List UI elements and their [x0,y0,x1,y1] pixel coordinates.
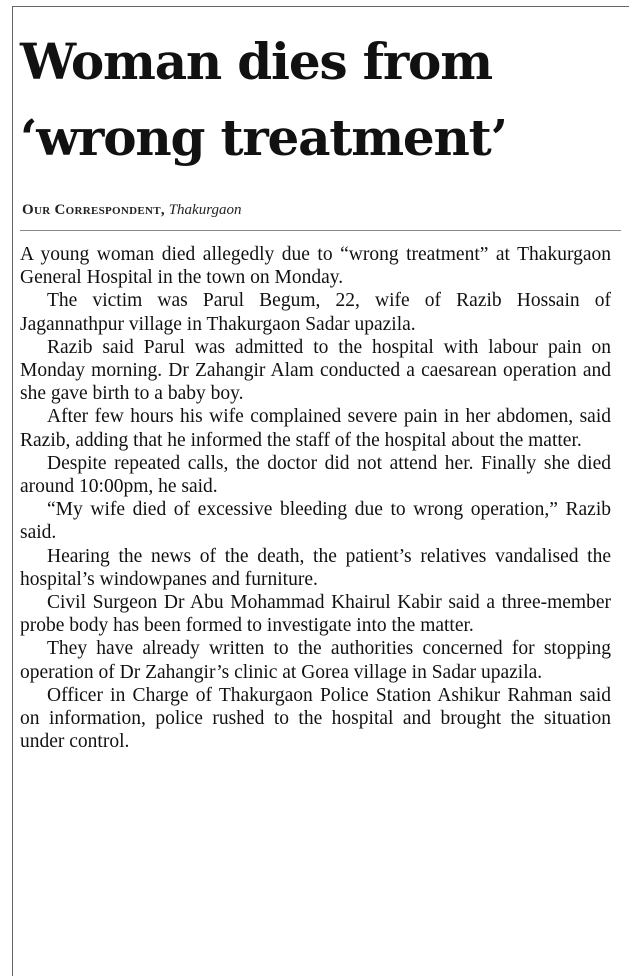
article-paragraph: Despite repeated calls, the doctor did not attend her. Finally she died around 10:00pm, he said. [20,452,611,498]
article-body [20,243,611,753]
article-paragraph: A young woman died allegedly due to “wrong treatment” at Thakurgaon General Hospital in the town on Monday. [20,244,611,289]
article-paragraph: Razib said Parul was admitted to the hospital with labour pain on Monday morning. Dr Zahangir Alam conducted a caesarean operation and she gave birth to a baby boy. [20,336,611,405]
article-paragraph: “My wife died of excessive bleeding due to wrong operation,” Razib said. [20,499,611,544]
headline-line-1: Woman dies from [20,32,492,91]
article-paragraph: After few hours his wife complained severe pain in her abdomen, said Razib, adding that he informed the staff of the hospital about the matter. [20,406,611,451]
article-paragraph: Officer in Charge of Thakurgaon Police Station Ashikur Rahman said on information, police rushed to the hospital and brought the situation under control. [20,684,611,753]
article-paragraph: The victim was Parul Begum, 22, wife of Razib Hossain of Jagannathpur village in Thakurgaon Sadar upazila. [20,290,611,335]
left-border-rule [12,6,13,976]
byline-place: Thakurgaon [168,202,242,218]
article-paragraph: Civil Surgeon Dr Abu Mohammad Khairul Kabir said a three-member probe body has been formed to investigate into the matter. [20,592,611,637]
top-border-rule [12,6,629,7]
headline-line-2: ‘wrong treatment’ [20,108,507,167]
headline [20,24,620,176]
byline-correspondent: Our Correspondent, [22,202,165,218]
byline [22,200,242,220]
article-paragraph: They have already written to the authorities concerned for stopping operation of Dr Zahangir’s clinic at Gorea village in Sadar upazila. [20,638,611,683]
byline-divider [20,230,621,231]
article-paragraph: Hearing the news of the death, the patient’s relatives vandalised the hospital’s windowpanes and furniture. [20,545,611,590]
